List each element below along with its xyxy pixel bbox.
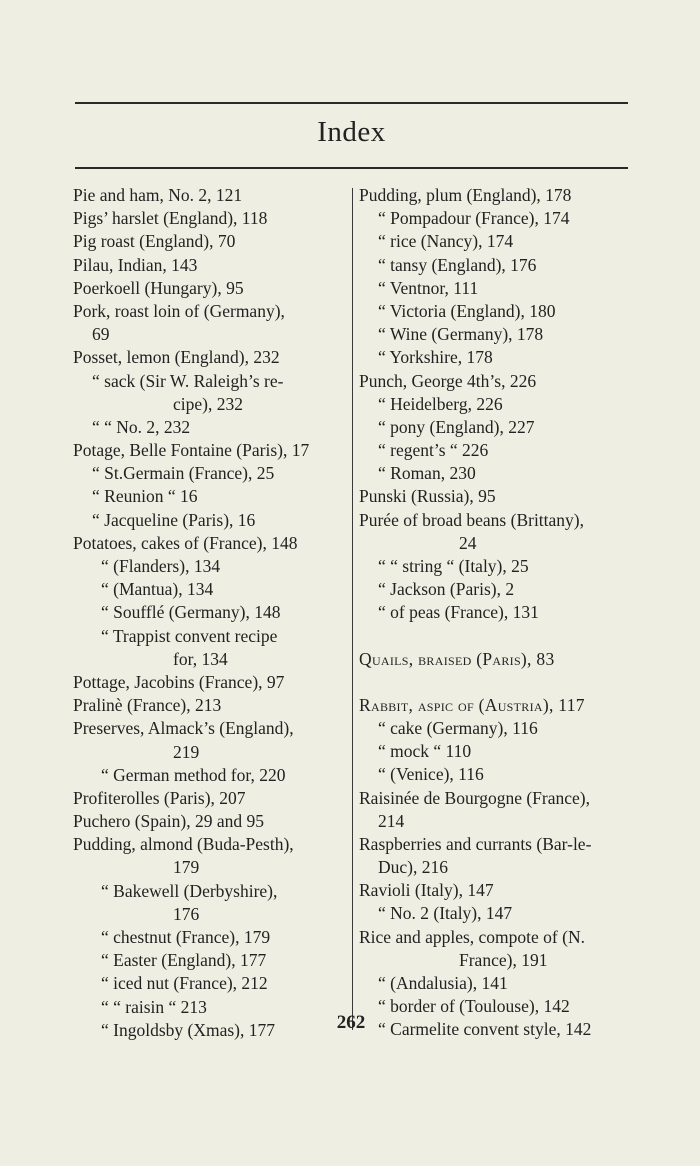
index-entry: Punski (Russia), 95 <box>359 486 496 507</box>
index-subentry: “ Trappist convent recipe <box>101 625 278 646</box>
index-subentry: “ border of (Toulouse), 142 <box>378 996 570 1017</box>
index-entry: Pralinè (France), 213 <box>73 695 222 716</box>
index-subentry: “ (Andalusia), 141 <box>378 973 508 993</box>
index-subentry: “ regent’s “ 226 <box>378 440 489 461</box>
index-column-right <box>359 184 629 1042</box>
index-subentry: “ Ingoldsby (Xmas), 177 <box>101 1019 276 1040</box>
index-subentry: “ St.Germain (France), 25 <box>92 463 275 484</box>
index-subentry: “ iced nut (France), 212 <box>101 973 268 994</box>
index-entry-continuation: 214 <box>378 810 405 831</box>
index-subentry: “ Carmelite convent style, 142 <box>378 1019 592 1040</box>
index-subentry: “ Reunion “ 16 <box>92 486 198 507</box>
index-entry: Pig roast (England), 70 <box>73 231 236 252</box>
index-entry: Profiterolles (Paris), 207 <box>73 787 246 808</box>
index-subentry: “ cake (Germany), 116 <box>378 717 538 738</box>
index-subentry: “ (Mantua), 134 <box>101 579 214 600</box>
index-entry: Pudding, plum (England), 178 <box>359 185 572 205</box>
index-entry: Pork, roast loin of (Germany), <box>73 300 285 321</box>
index-entry: Raisinée de Bourgogne (France), <box>359 787 590 808</box>
index-subentry: “ “ string “ (Italy), 25 <box>378 556 529 576</box>
index-entry: Purée of broad beans (Brittany), <box>359 509 584 530</box>
index-subentry: “ Soufflé (Germany), 148 <box>101 602 281 623</box>
index-entry: Punch, George 4th’s, 226 <box>359 370 537 391</box>
column-divider <box>352 188 353 1030</box>
index-entry: Pigs’ harslet (England), 118 <box>73 208 268 229</box>
index-column-left <box>73 184 350 1042</box>
index-entry-continuation: Duc), 216 <box>378 857 448 878</box>
index-entry-text: Quails, braised (Paris), 83 <box>359 648 555 669</box>
header-rule-bottom <box>75 167 628 169</box>
index-subentry: “ tansy (England), 176 <box>378 254 537 275</box>
index-entry-continuation: 24 <box>459 532 477 553</box>
index-subentry: “ of peas (France), 131 <box>378 602 539 623</box>
index-subentry: “ Pompadour (France), 174 <box>378 208 570 229</box>
index-entry: Pottage, Jacobins (France), 97 <box>73 671 285 692</box>
index-entry: Rice and apples, compote of (N. <box>359 926 585 947</box>
index-entry-continuation: 176 <box>173 903 200 924</box>
index-subentry: “ “ raisin “ 213 <box>101 996 207 1017</box>
index-subentry: “ Wine (Germany), 178 <box>378 324 544 345</box>
index-subentry: “ sack (Sir W. Raleigh’s re- <box>92 370 284 391</box>
index-entry-continuation: for, 134 <box>173 648 228 669</box>
index-entry: Pilau, Indian, 143 <box>73 254 198 275</box>
index-subentry: “ Yorkshire, 178 <box>378 347 493 368</box>
index-subentry: “ Victoria (England), 180 <box>378 300 556 321</box>
index-subentry: “ Easter (England), 177 <box>101 950 267 971</box>
page-title: Index <box>317 116 386 148</box>
index-subentry: “ Bakewell (Derbyshire), <box>101 880 278 901</box>
index-entry: Potatoes, cakes of (France), 148 <box>73 532 298 553</box>
index-entry: Preserves, Almack’s (England), <box>73 718 294 739</box>
index-subentry: “ Ventnor, 111 <box>378 277 479 298</box>
index-subentry: “ Jacqueline (Paris), 16 <box>92 509 256 530</box>
index-subentry: “ No. 2 (Italy), 147 <box>378 903 513 924</box>
index-subentry: “ German method for, 220 <box>101 764 286 785</box>
index-subentry: “ Heidelberg, 226 <box>378 393 503 414</box>
page-number: 262 <box>336 1012 366 1033</box>
index-subentry: “ chestnut (France), 179 <box>101 927 271 947</box>
index-subentry: “ rice (Nancy), 174 <box>378 231 514 252</box>
index-subentry: “ “ No. 2, 232 <box>92 416 191 437</box>
index-entry-continuation: cipe), 232 <box>173 393 243 414</box>
index-entry-text: Rabbit, aspic of (Austria), 117 <box>359 694 585 715</box>
section-gap <box>359 671 629 694</box>
index-entry: Puchero (Spain), 29 and 95 <box>73 811 265 832</box>
index-entry-continuation: France), 191 <box>459 949 548 970</box>
index-subentry: “ (Flanders), 134 <box>101 556 221 576</box>
index-subentry: “ Jackson (Paris), 2 <box>378 579 515 600</box>
index-entry-section-start <box>359 694 629 717</box>
index-entry: Poerkoell (Hungary), 95 <box>73 277 244 298</box>
index-subentry: “ mock “ 110 <box>378 741 472 762</box>
index-subentry: “ pony (England), 227 <box>378 416 535 437</box>
index-subentry: “ (Venice), 116 <box>378 764 484 785</box>
index-entry: Pudding, almond (Buda-Pesth), <box>73 834 294 855</box>
index-entry-section-start <box>359 648 629 671</box>
section-gap <box>359 625 629 648</box>
index-entry: Potage, Belle Fontaine (Paris), 17 <box>73 440 310 461</box>
header-rule-top <box>75 102 628 104</box>
index-subentry: “ Roman, 230 <box>378 463 476 484</box>
index-entry: Posset, lemon (England), 232 <box>73 347 280 368</box>
index-entry: Pie and ham, No. 2, 121 <box>73 185 243 205</box>
index-entry: Raspberries and currants (Bar-le- <box>359 833 592 854</box>
index-entry-continuation: 219 <box>173 741 200 762</box>
index-entry-continuation: 179 <box>173 857 200 878</box>
index-entry: Ravioli (Italy), 147 <box>359 880 494 901</box>
index-entry-continuation: 69 <box>92 324 110 345</box>
